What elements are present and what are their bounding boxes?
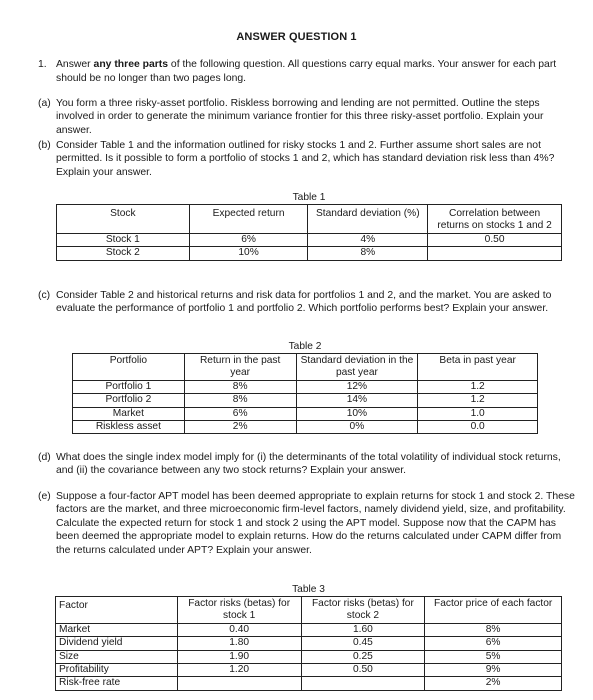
- table-3-cell-price: 6%: [485, 637, 501, 649]
- part-e-label: (e): [38, 491, 51, 502]
- part-b-label: (b): [38, 140, 51, 151]
- table-3-cell-factor: Profitability: [56, 664, 178, 677]
- part-c-text: Consider Table 2 and historical returns and risk data for portfolios 1 and 2, and the market. You are asked to evaluate the performance of portfolio 1 and portfolio 2. Which portfolio performs best? Explain your answer.: [56, 290, 552, 315]
- table-3-cell-price: 5%: [485, 650, 501, 662]
- part-e: [38, 490, 578, 557]
- table-3-cell-factor: Size: [56, 650, 178, 663]
- table-1: [56, 191, 562, 261]
- table-2-cell-portfolio: Portfolio 2: [73, 394, 185, 407]
- part-a: [38, 97, 578, 137]
- table-3-cell-beta2: 0.45: [301, 637, 425, 650]
- part-b-text: Consider Table 1 and the information outlined for risky stocks 1 and 2. Further assume short sales are not permitted. Is it possible to form a portfolio of stocks 1 and 2, which has standard deviation risk less than 4%? Explain your answer.: [56, 140, 555, 178]
- table-3-cell-beta2: 0.50: [301, 664, 425, 677]
- table-2-header-beta: Beta in past year: [439, 355, 516, 366]
- table-2-header-return: Return in the past year: [184, 354, 296, 381]
- part-c-label: (c): [38, 290, 51, 301]
- instruction-suffix: of the following question. All questions carry equal marks. Your answer for each part should be no longer than two pages long.: [56, 59, 557, 84]
- table-2-cell-portfolio: Riskless asset: [73, 421, 185, 434]
- instruction-prefix: Answer: [56, 59, 94, 70]
- table-3-cell-factor: Risk-free rate: [56, 677, 178, 690]
- table-1-cell-expected-return: 10%: [189, 247, 308, 260]
- table-1-cell-correlation: 0.50: [484, 233, 505, 245]
- page-title: ANSWER QUESTION 1: [236, 31, 357, 43]
- table-1-header-std-dev: Standard deviation (%): [308, 205, 428, 234]
- table-2-caption: Table 2: [288, 341, 322, 352]
- table-3-header-price: Factor price of each factor: [433, 598, 553, 609]
- table-2-cell-beta: 1.0: [470, 407, 485, 419]
- part-a-label: (a): [38, 98, 51, 109]
- table-2-cell-return: 6%: [184, 407, 296, 420]
- table-1-header-correlation: Correlation between returns on stocks 1 and 2: [437, 208, 552, 232]
- table-2-cell-std-dev: 0%: [296, 421, 418, 434]
- table-2-cell-return: 8%: [184, 380, 296, 393]
- table-3-cell-beta1: [177, 677, 301, 690]
- table-1-header-expected-return: Expected return: [189, 205, 308, 234]
- part-a-text: You form a three risky-asset portfolio. Riskless borrowing and lending are not permitted. Outline the steps involved in order to generate the minimum variance frontier for this three risky-asset portfolio. Explain your answer.: [56, 98, 544, 136]
- part-b: [38, 139, 578, 179]
- part-d: [38, 451, 578, 478]
- table-3-cell-beta2: 0.25: [301, 650, 425, 663]
- table-2-cell-return: 2%: [184, 421, 296, 434]
- table-2-cell-std-dev: 14%: [296, 394, 418, 407]
- table-2-cell-portfolio: Portfolio 1: [73, 380, 185, 393]
- table-1-cell-correlation: [428, 247, 562, 260]
- table-3-cell-factor: Market: [56, 623, 178, 636]
- table-3-cell-price: 2%: [485, 677, 501, 689]
- table-2-header-portfolio: Portfolio: [73, 354, 185, 381]
- table-2-cell-portfolio: Market: [73, 407, 185, 420]
- table-3-cell-beta1: 1.90: [177, 650, 301, 663]
- part-e-text: Suppose a four-factor APT model has been deemed appropriate to explain returns for stock 1 and stock 2. These factors are the market, and three microeconomic firm-level factors, namely dividend yield, size, and profitability. Calculate the expected return for stock 1 and stock 2 using the APT model. Suppose now that the CAPM has been deemed the appropriate model to explain returns. How do the returns calculated under CAPM differ from the returns calculated under APT? Explain your answer.: [56, 491, 575, 556]
- table-3-cell-beta1: 1.20: [177, 664, 301, 677]
- part-d-text: What does the single index model imply for (i) the determinants of the total volatility of individual stock returns, and (ii) the covariance between any two stock returns? Explain your answer.: [56, 452, 561, 477]
- table-1-header-stock: Stock: [57, 205, 190, 234]
- table-3-cell-beta1: 0.40: [177, 623, 301, 636]
- table-2-cell-std-dev: 12%: [296, 380, 418, 393]
- table-3-cell-beta2: 1.60: [301, 623, 425, 636]
- table-3: [55, 584, 562, 691]
- instruction-bold: any three parts: [93, 59, 169, 70]
- table-3-cell-beta2: [301, 677, 425, 690]
- table-3-header-beta1: Factor risks (betas) for stock 1: [177, 597, 301, 624]
- instruction-text: [56, 58, 578, 86]
- table-1-cell-stock: Stock 1: [57, 233, 190, 246]
- table-3-header-factor: Factor: [56, 597, 178, 624]
- table-3-cell-factor: Dividend yield: [56, 637, 178, 650]
- table-3-caption: Table 3: [292, 584, 325, 595]
- table-2-cell-beta: 1.2: [470, 380, 485, 392]
- table-1-cell-std-dev: 8%: [308, 247, 428, 260]
- table-1-cell-expected-return: 6%: [189, 233, 308, 246]
- part-d-label: (d): [38, 452, 51, 463]
- instruction-number: 1.: [38, 59, 47, 70]
- table-2-cell-return: 8%: [184, 394, 296, 407]
- part-c: [38, 289, 578, 316]
- table-2-cell-beta: 1.2: [470, 394, 485, 406]
- table-2-cell-std-dev: 10%: [296, 407, 418, 420]
- table-1-caption: Table 1: [292, 192, 326, 203]
- table-3-cell-price: 8%: [485, 623, 501, 635]
- table-1-cell-std-dev: 4%: [308, 233, 428, 246]
- instruction: [38, 58, 578, 86]
- table-2: [72, 341, 538, 434]
- table-2-header-std-dev: Standard deviation in the past year: [296, 354, 418, 381]
- table-3-cell-price: 9%: [485, 664, 501, 676]
- table-3-header-beta2: Factor risks (betas) for stock 2: [301, 597, 425, 624]
- table-1-cell-stock: Stock 2: [57, 247, 190, 260]
- table-3-cell-beta1: 1.80: [177, 637, 301, 650]
- table-2-cell-beta: 0.0: [470, 421, 485, 433]
